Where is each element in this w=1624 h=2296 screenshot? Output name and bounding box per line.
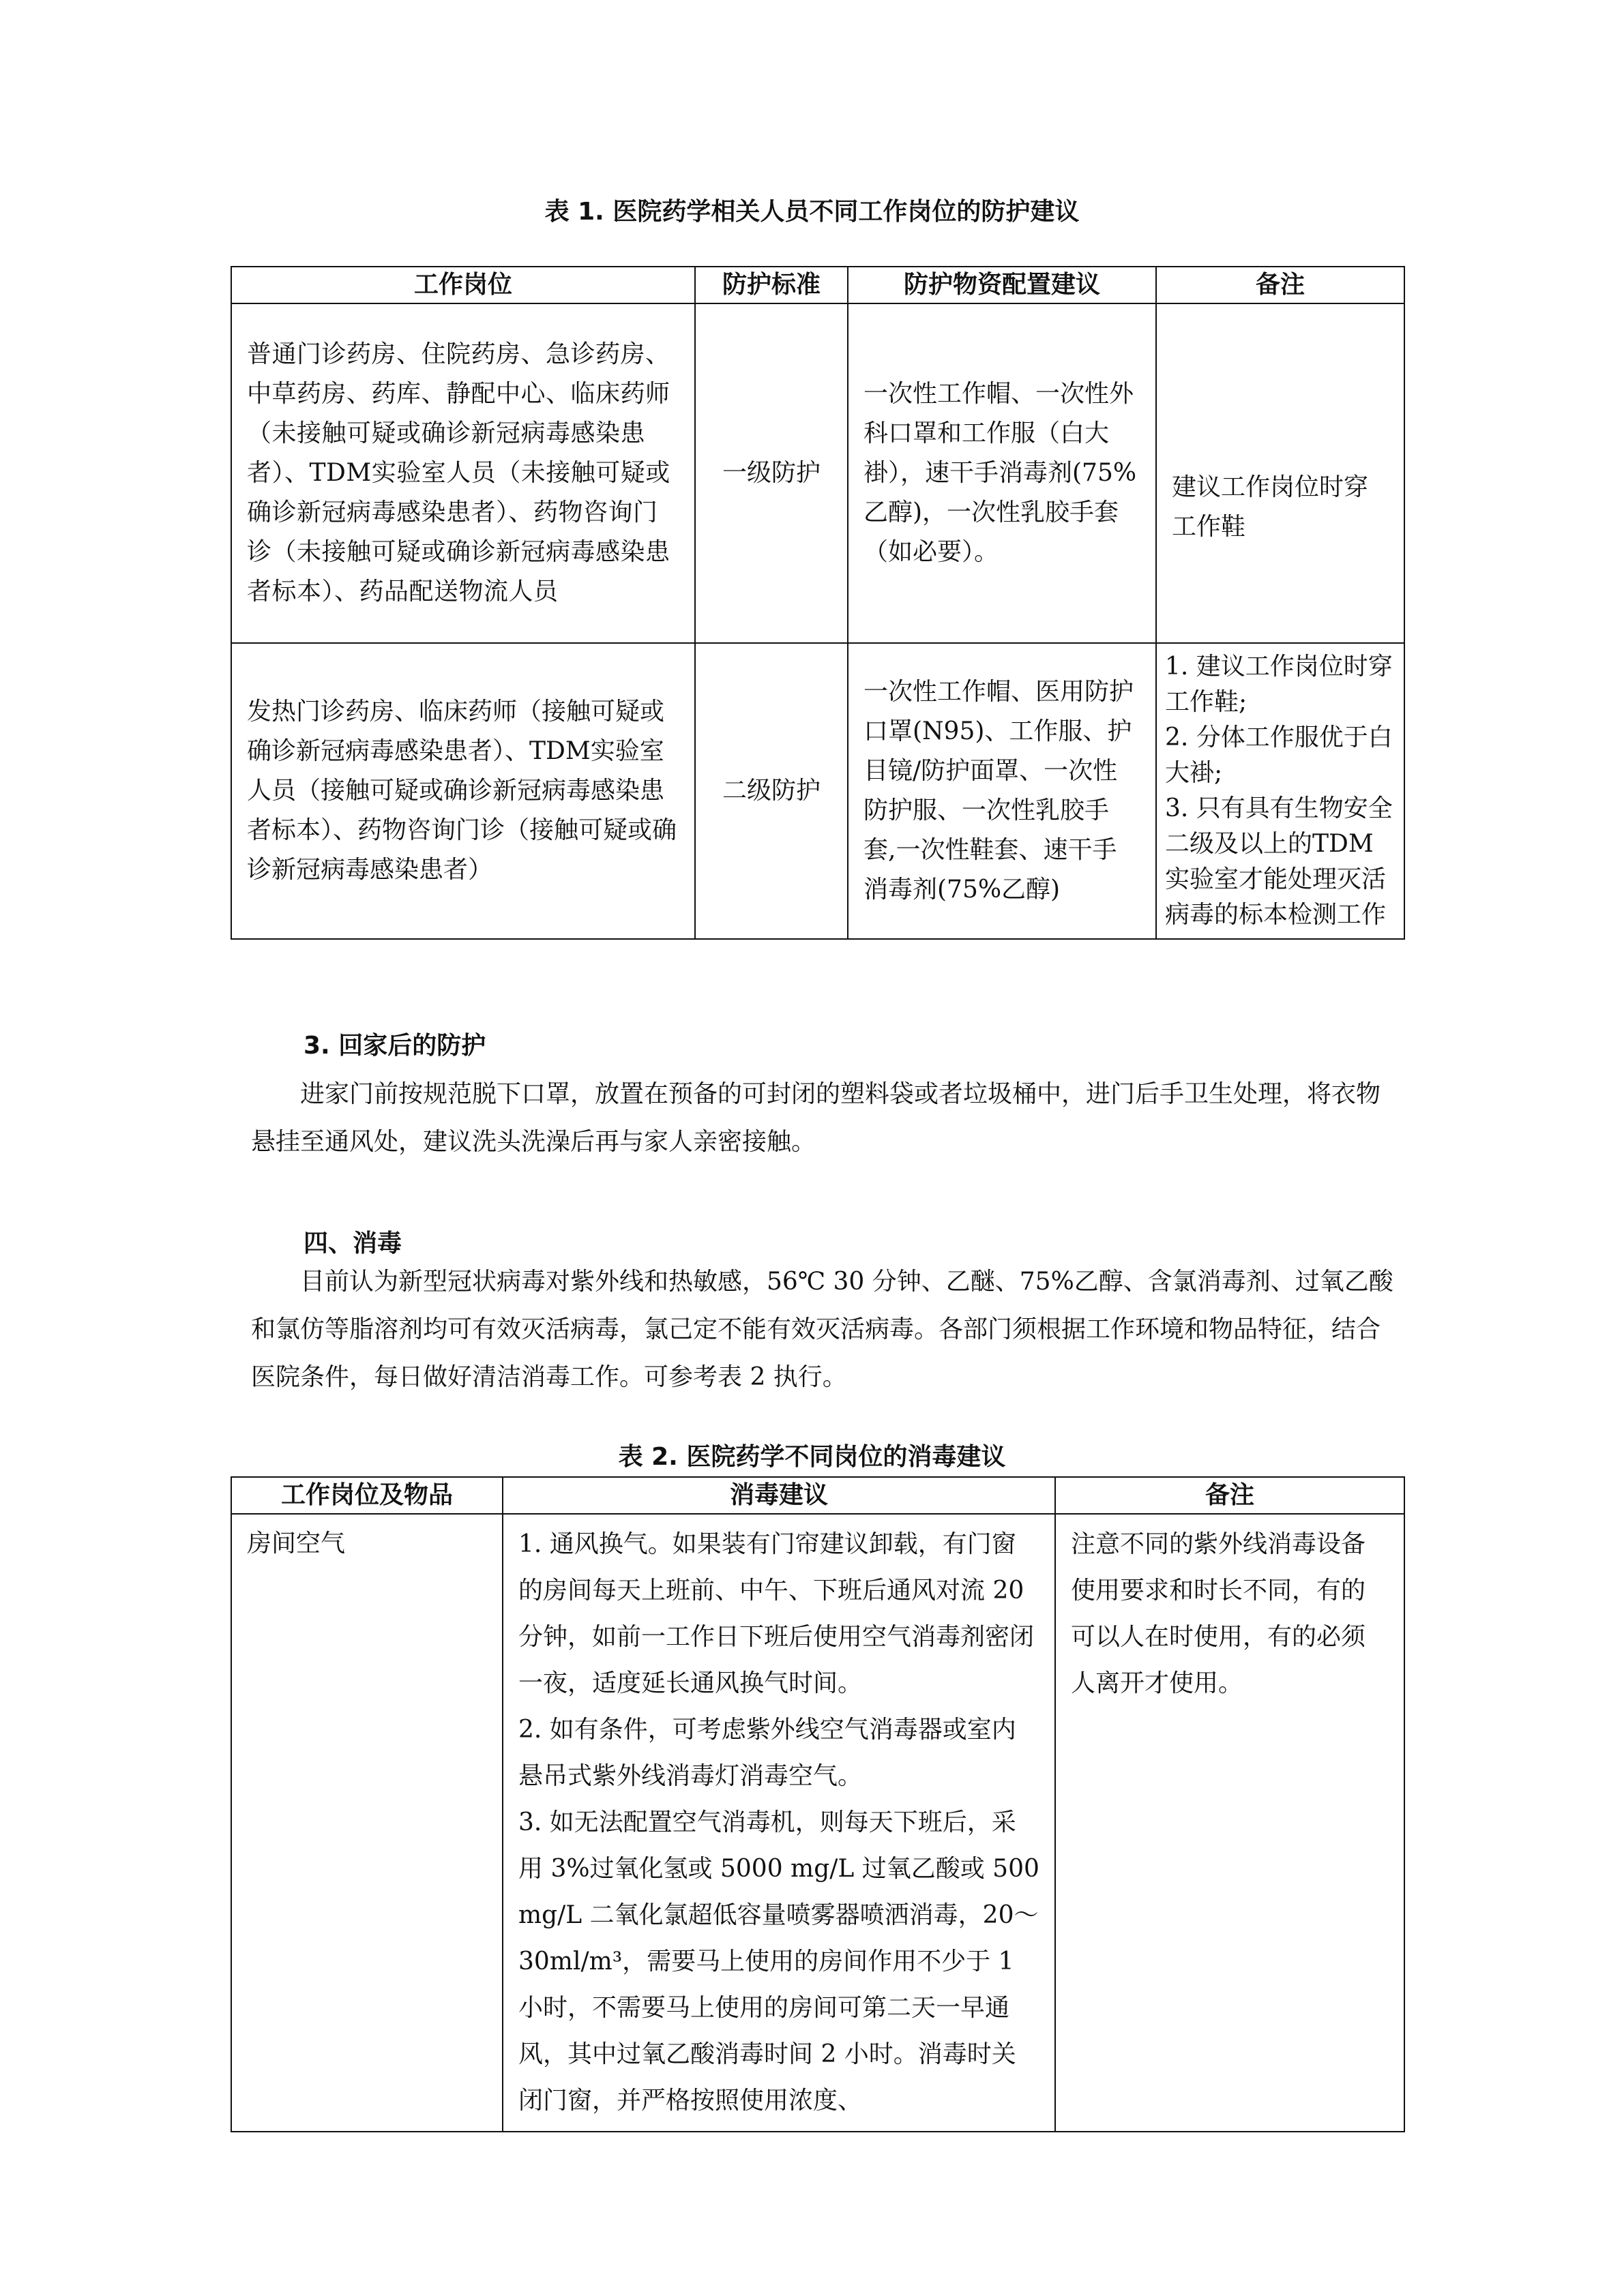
table1-level-cell: 一级防护 (695, 303, 848, 643)
table1-caption: 表 1. 医院药学相关人员不同工作岗位的防护建议 (544, 198, 1080, 226)
table2-advice-cell (503, 1514, 1055, 2132)
table1-notes-cell (1156, 643, 1404, 939)
table2-notes-cell: 注意不同的紫外线消毒设备使用要求和时长不同，有的可以人在时使用，有的必须人离开才使用。 (1055, 1514, 1404, 2132)
table1-header-level: 防护标准 (695, 267, 848, 303)
table2-advice-line: 2. 如有条件，可考虑紫外线空气消毒器或室内悬吊式紫外线消毒灯消毒空气。 (518, 1716, 1016, 1790)
table2-advice-line: 1. 通风换气。如果装有门帘建议卸载，有门窗的房间每天上班前、中午、下班后通风对流 20 分钟，如前一工作日下班后使用空气消毒剂密闭一夜，适度延长通风换气时间。 (518, 1530, 1035, 1697)
table-row (231, 643, 1404, 939)
table1-post-cell: 发热门诊药房、临床药师（接触可疑或确诊新冠病毒感染患者）、TDM实验室人员（接触可疑或确诊新冠病毒感染患者标本）、药物咨询门诊（接触可疑或确诊新冠病毒感染患者） (231, 643, 695, 939)
table1-note-line: 3. 只有具有生物安全二级及以上的TDM实验室才能处理灭活病毒的标本检测工作 (1165, 794, 1393, 929)
table1-notes-cell (1156, 303, 1404, 643)
table2-header-notes: 备注 (1055, 1477, 1404, 1514)
table1-note-line: 1. 建议工作岗位时穿工作鞋; (1165, 653, 1393, 716)
table1-level-cell: 二级防护 (695, 643, 848, 939)
table-row (231, 303, 1404, 643)
table2 (231, 1476, 1405, 2132)
table1-header-supplies: 防护物资配置建议 (848, 267, 1156, 303)
table1-header-notes: 备注 (1156, 267, 1404, 303)
table1-post-cell: 普通门诊药房、住院药房、急诊药房、中草药房、药库、静配中心、临床药师（未接触可疑或确诊新冠病毒感染患者）、TDM实验室人员（未接触可疑或确诊新冠病毒感染患者）、药物咨询门诊（未接触可疑或确诊新冠病毒感染患者标本）、药品配送物流人员 (231, 303, 695, 643)
table2-header-item: 工作岗位及物品 (231, 1477, 503, 1514)
table1-header-row (231, 267, 1404, 303)
section3-paragraph: 进家门前按规范脱下口罩，放置在预备的可封闭的塑料袋或者垃圾桶中，进门后手卫生处理，将衣物悬挂至通风处，建议洗头洗澡后再与家人亲密接触。 (251, 1080, 1381, 1156)
table2-header-row (231, 1477, 1404, 1514)
section4-heading: 四、消毒 (304, 1229, 402, 1257)
table2-header-advice: 消毒建议 (503, 1477, 1055, 1514)
section3-heading: 3. 回家后的防护 (304, 1032, 486, 1060)
table1 (231, 266, 1405, 940)
table2-item-cell: 房间空气 (231, 1514, 503, 2132)
table2-advice-line: 3. 如无法配置空气消毒机，则每天下班后，采用 3%过氧化氢或 5000 mg/L 过氧乙酸或 500 mg/L 二氧化氯超低容量喷雾器喷洒消毒，20～30ml/m³，需要马上使用的房间作用不少于 1 小时，不需要马上使用的房间可第二天一早通风，其中过氧乙酸消毒时间 2 小时。消毒时关闭门窗，并严格按照使用浓度、 (518, 1808, 1039, 2115)
table-row (231, 1514, 1404, 2132)
table1-header-post: 工作岗位 (231, 267, 695, 303)
table1-supplies-cell: 一次性工作帽、一次性外科口罩和工作服（白大褂），速干手消毒剂(75%乙醇)，一次性乳胶手套（如必要）。 (848, 303, 1156, 643)
table2-caption: 表 2. 医院药学不同岗位的消毒建议 (618, 1443, 1006, 1471)
table1-supplies-cell: 一次性工作帽、医用防护口罩(N95)、工作服、护目镜/防护面罩、一次性防护服、一次性乳胶手套,一次性鞋套、速干手消毒剂(75%乙醇) (848, 643, 1156, 939)
table1-note-line: 建议工作岗位时穿工作鞋 (1172, 473, 1369, 541)
section4-paragraph: 目前认为新型冠状病毒对紫外线和热敏感，56℃ 30 分钟、乙醚、75%乙醇、含氯消毒剂、过氧乙酸和氯仿等脂溶剂均可有效灭活病毒，氯己定不能有效灭活病毒。各部门须根据工作环境和物品特征，结合医院条件，每日做好清洁消毒工作。可参考表 2 执行。 (251, 1268, 1393, 1391)
table1-note-line: 2. 分体工作服优于白大褂; (1165, 724, 1393, 787)
